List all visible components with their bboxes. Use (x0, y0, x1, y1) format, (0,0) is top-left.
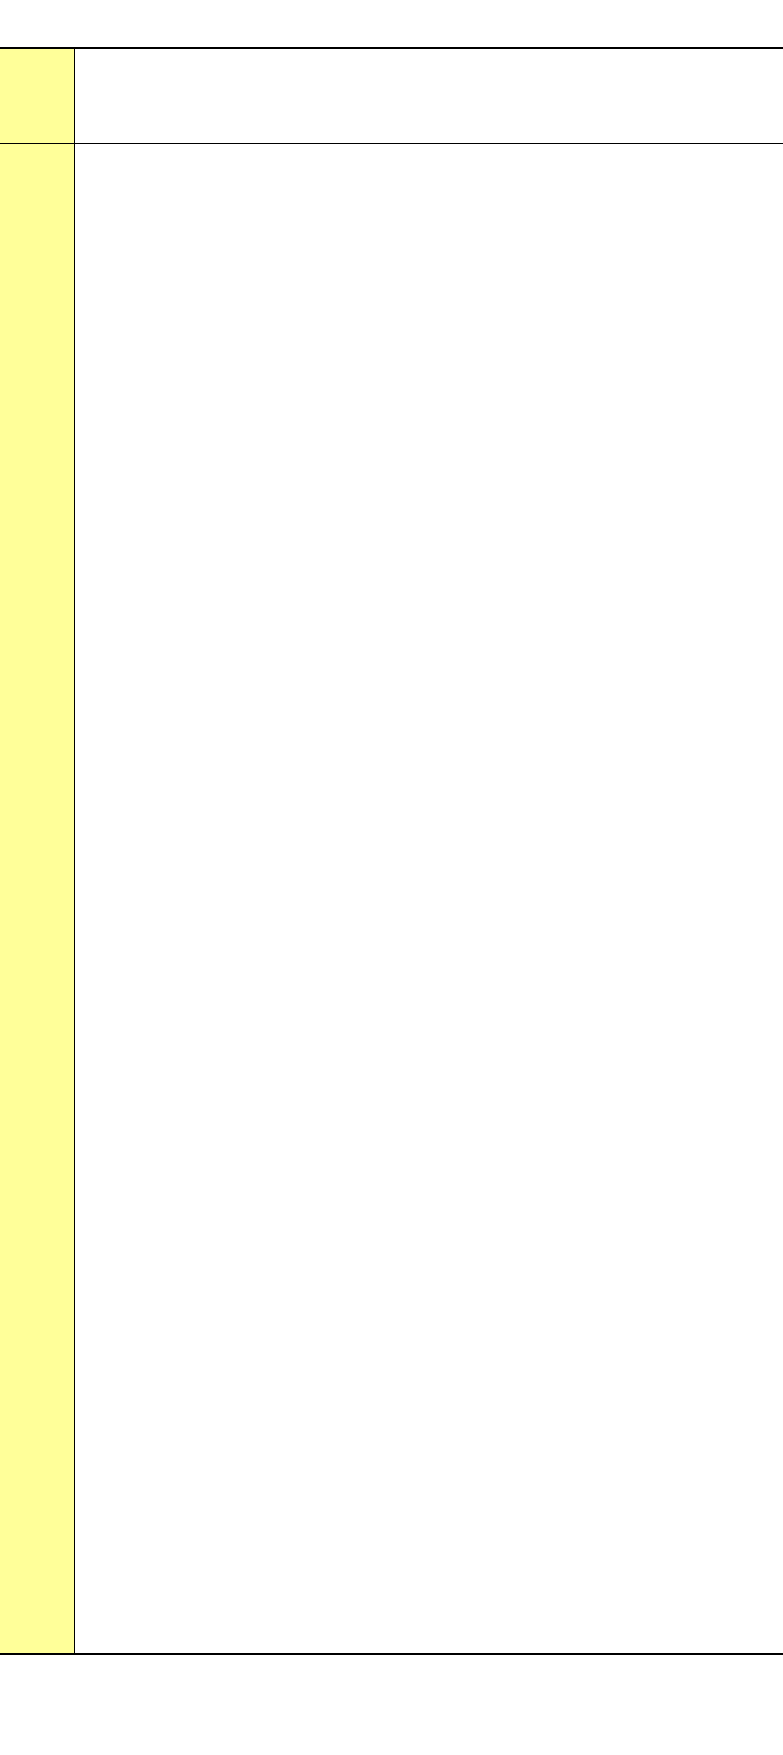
corner-header-cell (0, 49, 75, 143)
table-title (4, 6, 18, 32)
statistics-table (0, 47, 783, 1655)
table-header (0, 49, 783, 144)
row-label-column (0, 49, 75, 1653)
